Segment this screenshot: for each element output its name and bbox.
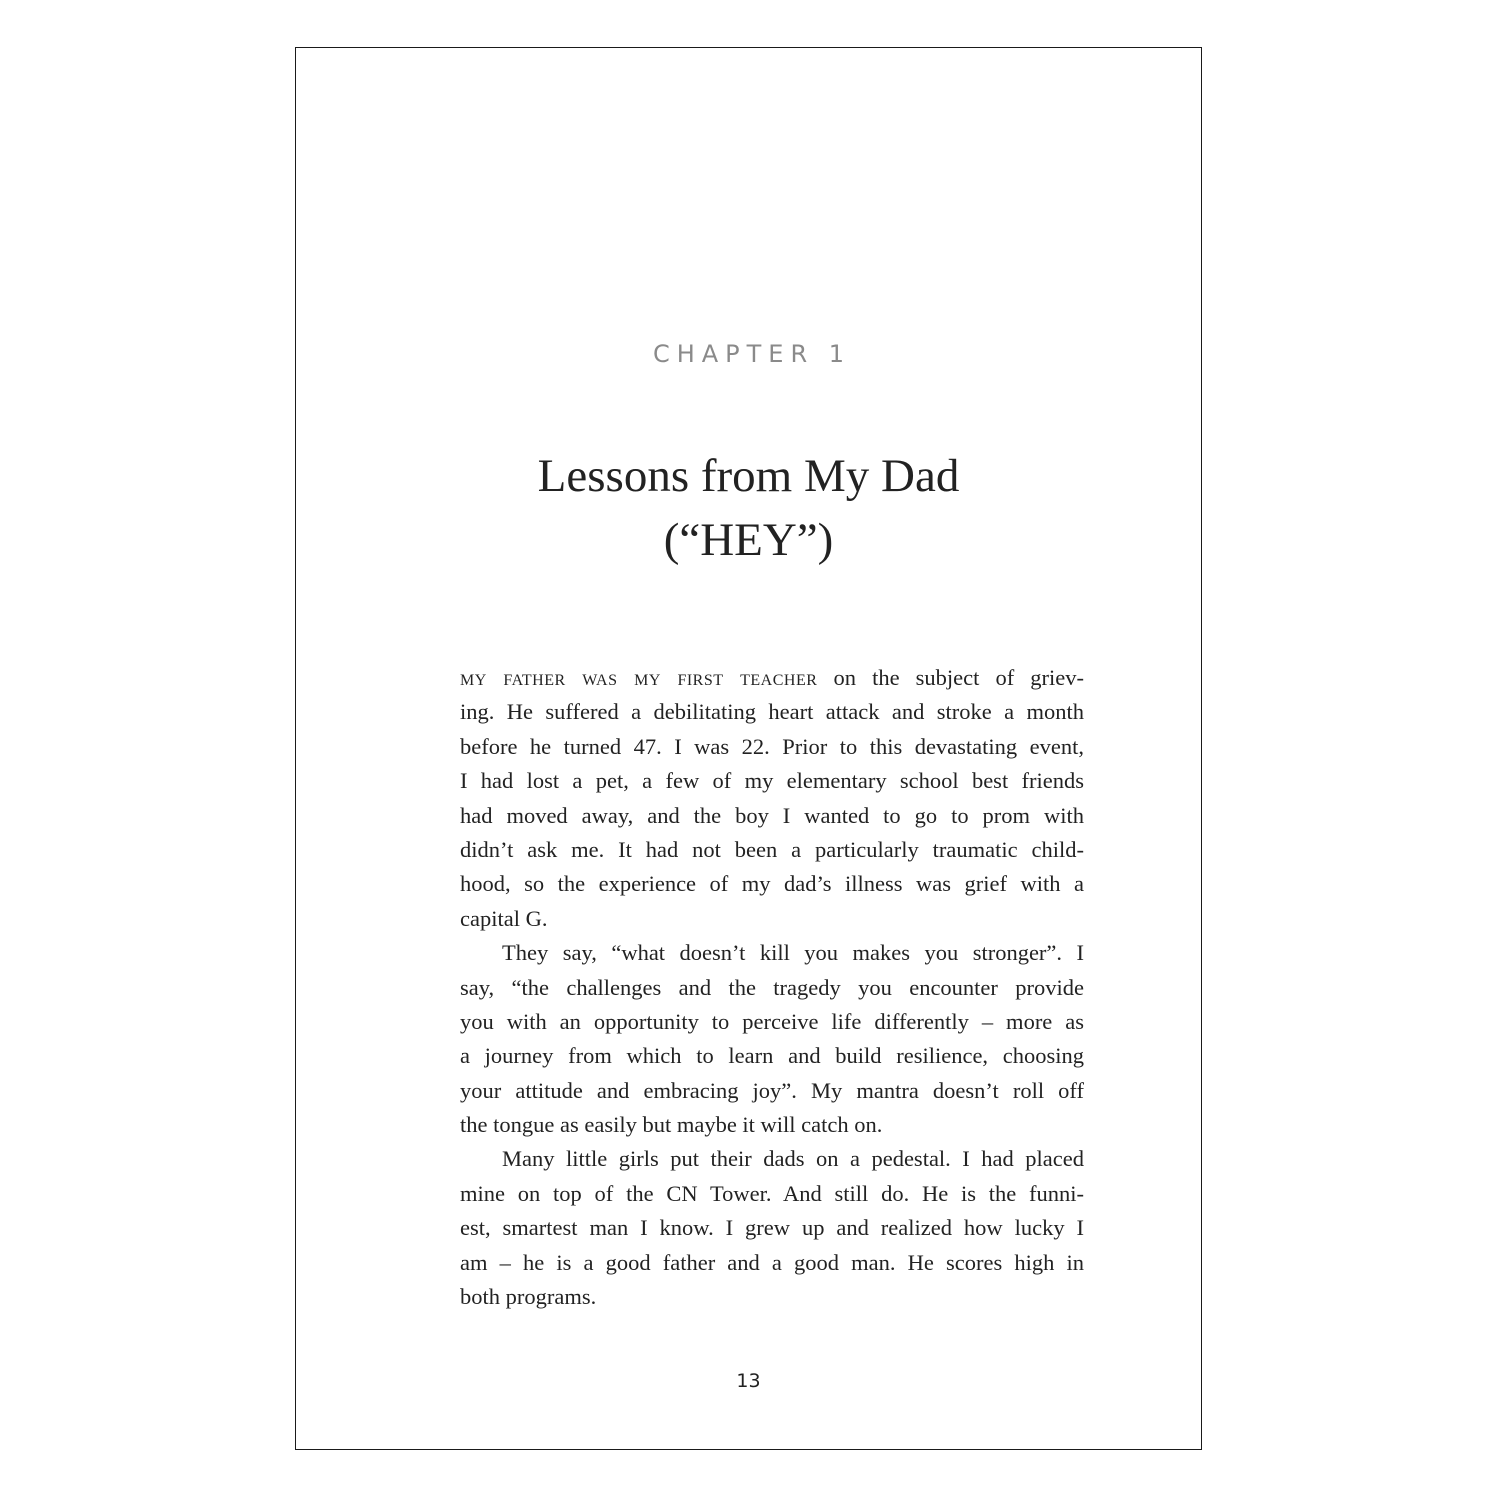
chapter-label: CHAPTER 1 bbox=[652, 340, 852, 368]
paragraph-3-line-3: est, smartest man I know. I grew up and realized how lucky I bbox=[460, 1215, 1084, 1241]
body-text bbox=[460, 661, 1084, 1314]
paragraph-1-line-6: didn’t ask me. It had not been a particularly traumatic child- bbox=[460, 836, 1084, 862]
paragraph-1-line-2: ing. He suffered a debilitating heart attack and stroke a month bbox=[460, 699, 1084, 725]
paragraph-2-line-6: the tongue as easily but maybe it will catch on. bbox=[460, 1112, 883, 1138]
paragraph-2-line-1: They say, “what doesn’t kill you makes you stronger”. I bbox=[502, 940, 1084, 966]
paragraph-1-line-5: had moved away, and the boy I wanted to go to prom with bbox=[460, 802, 1084, 828]
paragraph-1-line-1: my father was my first teacher on the subject of griev- bbox=[460, 665, 1085, 690]
paragraph-2-line-4: a journey from which to learn and build resilience, choosing bbox=[460, 1043, 1084, 1069]
book-page bbox=[295, 47, 1202, 1450]
paragraph-3-line-2: mine on top of the CN Tower. And still do. He is the funni- bbox=[460, 1180, 1084, 1206]
chapter-title bbox=[296, 444, 1201, 572]
paragraph-1-line-4: I had lost a pet, a few of my elementary school best friends bbox=[460, 768, 1084, 794]
paragraph-2-line-2: say, “the challenges and the tragedy you encounter provide bbox=[460, 974, 1084, 1000]
page-number: 13 bbox=[736, 1370, 761, 1392]
paragraph-1-line-8: capital G. bbox=[460, 905, 548, 931]
paragraph-1-line-7: hood, so the experience of my dad’s illness was grief with a bbox=[460, 871, 1084, 897]
paragraph-3-line-5: both programs. bbox=[460, 1284, 597, 1310]
chapter-title-line-2: (“HEY”) bbox=[663, 514, 834, 566]
paragraph-3-line-4: am – he is a good father and a good man. He scores high in bbox=[460, 1249, 1084, 1275]
chapter-title-line-1: Lessons from My Dad bbox=[537, 450, 960, 502]
paragraph-1-line-3: before he turned 47. I was 22. Prior to this devastating event, bbox=[460, 733, 1084, 759]
paragraph-3-line-1: Many little girls put their dads on a pedestal. I had placed bbox=[502, 1146, 1084, 1172]
paragraph-2-line-3: you with an opportunity to perceive life differently – more as bbox=[460, 1008, 1084, 1034]
lead-in-smallcaps: my father was my first teacher bbox=[460, 665, 818, 690]
paragraph-2-line-5: your attitude and embracing joy”. My mantra doesn’t roll off bbox=[460, 1077, 1084, 1103]
